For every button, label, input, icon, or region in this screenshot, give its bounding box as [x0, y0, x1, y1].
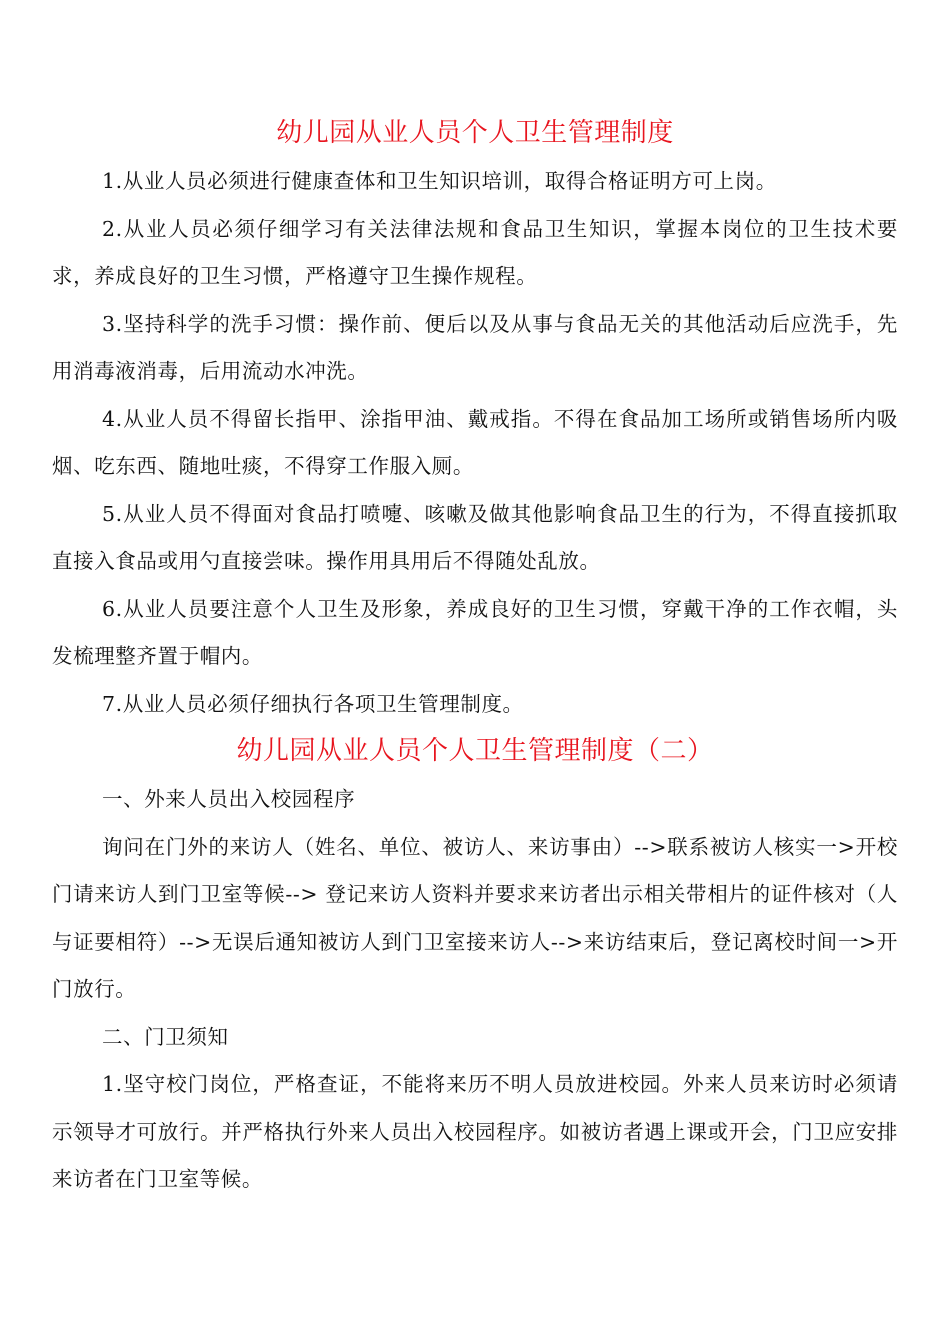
rule-2: 2.从业人员必须仔细学习有关法律法规和食品卫生知识，掌握本岗位的卫生技术要求，养成良好的卫生习惯，严格遵守卫生操作规程。	[52, 216, 898, 288]
rule-7: 7.从业人员必须仔细执行各项卫生管理制度。	[102, 691, 524, 716]
rule-3: 3.坚持科学的洗手习惯：操作前、便后以及从事与食品无关的其他活动后应洗手，先用消毒液消毒，后用流动水冲洗。	[52, 311, 898, 383]
rule-4: 4.从业人员不得留长指甲、涂指甲油、戴戒指。不得在食品加工场所或销售场所内吸烟、吃东西、随地吐痰，不得穿工作服入厕。	[52, 406, 898, 478]
document-page	[52, 112, 898, 1204]
guard-notice-heading: 二、门卫须知	[102, 1024, 229, 1049]
rule-6: 6.从业人员要注意个人卫生及形象，养成良好的卫生习惯，穿戴干净的工作衣帽，头发梳理整齐置于帽内。	[52, 596, 898, 668]
visitor-procedure-text: 询问在门外的来访人（姓名、单位、被访人、来访事由）-->联系被访人核实一>开校门请来访人到门卫室等候--> 登记来访人资料并要求来访者出示相关带相片的证件核对（人与证要相符）-->无误后通知被访人到门卫室接来访人-->来访结束后，登记离校时间一>开门放行。	[52, 834, 898, 1001]
rule-1: 1.从业人员必须进行健康查体和卫生知识培训，取得合格证明方可上岗。	[102, 169, 777, 193]
visitor-procedure-heading: 一、外来人员出入校园程序	[102, 787, 356, 811]
rule-5: 5.从业人员不得面对食品打喷嚏、咳嗽及做其他影响食品卫生的行为，不得直接抓取直接入食品或用勺直接尝味。操作用具用后不得随处乱放。	[52, 501, 898, 573]
section-2-title: 幼儿园从业人员个人卫生管理制度（二）	[236, 736, 714, 766]
section-1-title: 幼儿园从业人员个人卫生管理制度	[276, 118, 674, 148]
guard-notice-item-1: 1.坚守校门岗位，严格查证，不能将来历不明人员放进校园。外来人员来访时必须请示领导才可放行。并严格执行外来人员出入校园程序。如被访者遇上课或开会，门卫应安排来访者在门卫室等候。	[52, 1072, 898, 1191]
